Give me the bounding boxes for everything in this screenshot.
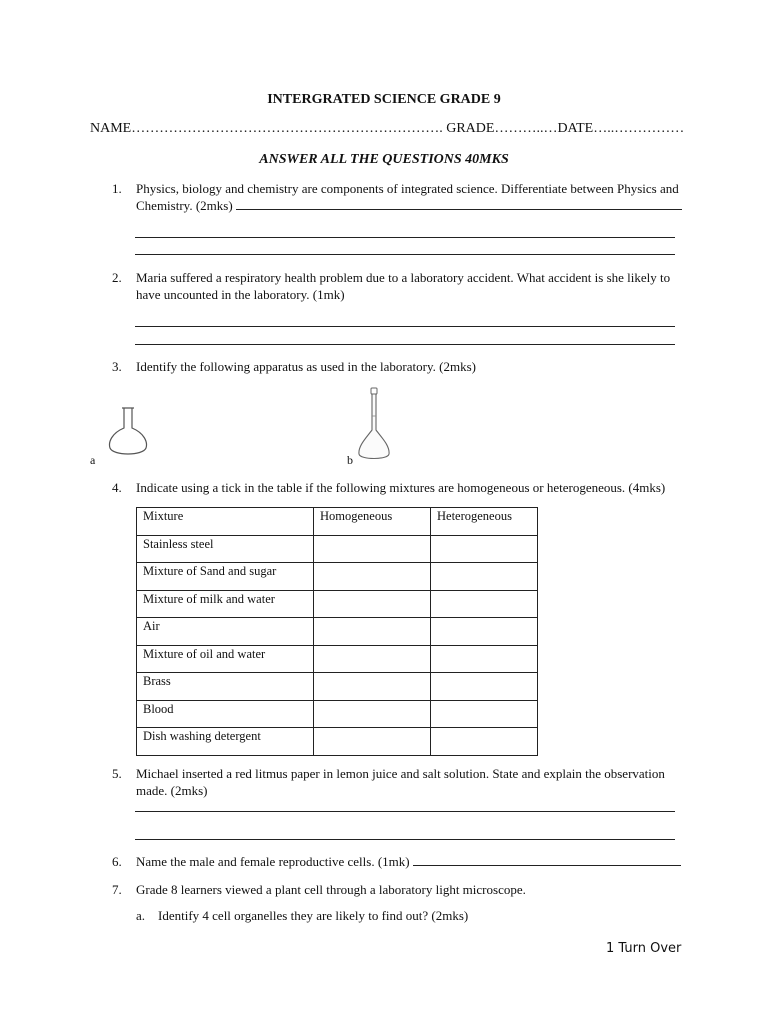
table-row	[137, 700, 538, 728]
question-text: Indicate using a tick in the table if the following mixtures are homogeneous or heterogeneous. (4mks)	[136, 480, 666, 495]
table-row	[137, 563, 538, 591]
mixture-name: Mixture of oil and water	[137, 645, 314, 673]
mixture-name: Mixture of milk and water	[137, 590, 314, 618]
answer-line[interactable]	[135, 326, 675, 327]
mixture-name: Brass	[137, 673, 314, 701]
heterogeneous-cell[interactable]	[431, 673, 538, 701]
column-header: Mixture	[137, 508, 314, 536]
question-6	[112, 853, 682, 870]
question-5	[112, 765, 682, 799]
answer-line[interactable]	[135, 811, 675, 812]
page-footer: 1 Turn Over	[606, 941, 682, 956]
question-text: Name the male and female reproductive cells. (1mk)	[136, 854, 410, 869]
round-bottom-flask-icon	[102, 398, 156, 460]
table-header-row	[137, 508, 538, 536]
question-text: Grade 8 learners viewed a plant cell through a laboratory light microscope.	[136, 882, 526, 897]
mixture-name: Air	[137, 618, 314, 646]
heterogeneous-cell[interactable]	[431, 700, 538, 728]
volumetric-flask-icon	[352, 386, 396, 464]
subquestion-label: a.	[136, 908, 146, 923]
question-number: 6.	[112, 854, 122, 869]
answer-line[interactable]	[413, 854, 681, 866]
question-2	[112, 269, 682, 303]
table-row	[137, 618, 538, 646]
heterogeneous-cell[interactable]	[431, 563, 538, 591]
heterogeneous-cell[interactable]	[431, 728, 538, 756]
question-1	[112, 180, 682, 214]
answer-line[interactable]	[135, 344, 675, 345]
question-number: 1.	[112, 181, 122, 196]
table-row	[137, 535, 538, 563]
question-number: 7.	[112, 882, 122, 897]
column-header: Heterogeneous	[431, 508, 538, 536]
answer-line[interactable]	[135, 237, 675, 238]
table-row	[137, 728, 538, 756]
homogeneous-cell[interactable]	[314, 590, 431, 618]
homogeneous-cell[interactable]	[314, 563, 431, 591]
question-number: 3.	[112, 359, 122, 374]
subquestion-text: Identify 4 cell organelles they are likely to find out? (2mks)	[158, 908, 469, 923]
mixture-name: Blood	[137, 700, 314, 728]
table-row	[137, 673, 538, 701]
question-number: 5.	[112, 766, 122, 781]
question-4	[112, 479, 682, 496]
question-text: Maria suffered a respiratory health problem due to a laboratory accident. What accident is she likely to have uncounted in the laboratory. (1mk)	[136, 270, 671, 302]
instructions: ANSWER ALL THE QUESTIONS 40MKS	[259, 152, 509, 167]
homogeneous-cell[interactable]	[314, 728, 431, 756]
homogeneous-cell[interactable]	[314, 618, 431, 646]
homogeneous-cell[interactable]	[314, 700, 431, 728]
question-text: Identify the following apparatus as used in the laboratory. (2mks)	[136, 359, 476, 374]
mixture-name: Mixture of Sand and sugar	[137, 563, 314, 591]
question-text: Physics, biology and chemistry are components of integrated science. Differentiate between Physics and Chemistry. (2mks)	[136, 181, 679, 213]
heterogeneous-cell[interactable]	[431, 535, 538, 563]
answer-line[interactable]	[135, 254, 675, 255]
answer-line[interactable]	[135, 839, 675, 840]
heterogeneous-cell[interactable]	[431, 645, 538, 673]
answer-line[interactable]	[236, 198, 682, 210]
homogeneous-cell[interactable]	[314, 535, 431, 563]
question-text: Michael inserted a red litmus paper in lemon juice and salt solution. State and explain the observation made. (2mks)	[136, 766, 665, 798]
mixture-name: Dish washing detergent	[137, 728, 314, 756]
question-3	[112, 358, 682, 375]
mixtures-table	[136, 507, 538, 756]
column-header: Homogeneous	[314, 508, 431, 536]
mixture-name: Stainless steel	[137, 535, 314, 563]
question-7	[112, 881, 682, 898]
heterogeneous-cell[interactable]	[431, 618, 538, 646]
question-number: 4.	[112, 480, 122, 495]
table-row	[137, 590, 538, 618]
table-row	[137, 645, 538, 673]
apparatus-label-b: b	[347, 453, 353, 467]
heterogeneous-cell[interactable]	[431, 590, 538, 618]
page-title: INTERGRATED SCIENCE GRADE 9	[267, 92, 501, 107]
apparatus-label-a: a	[90, 453, 96, 467]
homogeneous-cell[interactable]	[314, 645, 431, 673]
question-number: 2.	[112, 270, 122, 285]
name-grade-date-line: NAME…………………………………………………………. GRADE………..…DATE…..……………	[90, 121, 685, 136]
homogeneous-cell[interactable]	[314, 673, 431, 701]
